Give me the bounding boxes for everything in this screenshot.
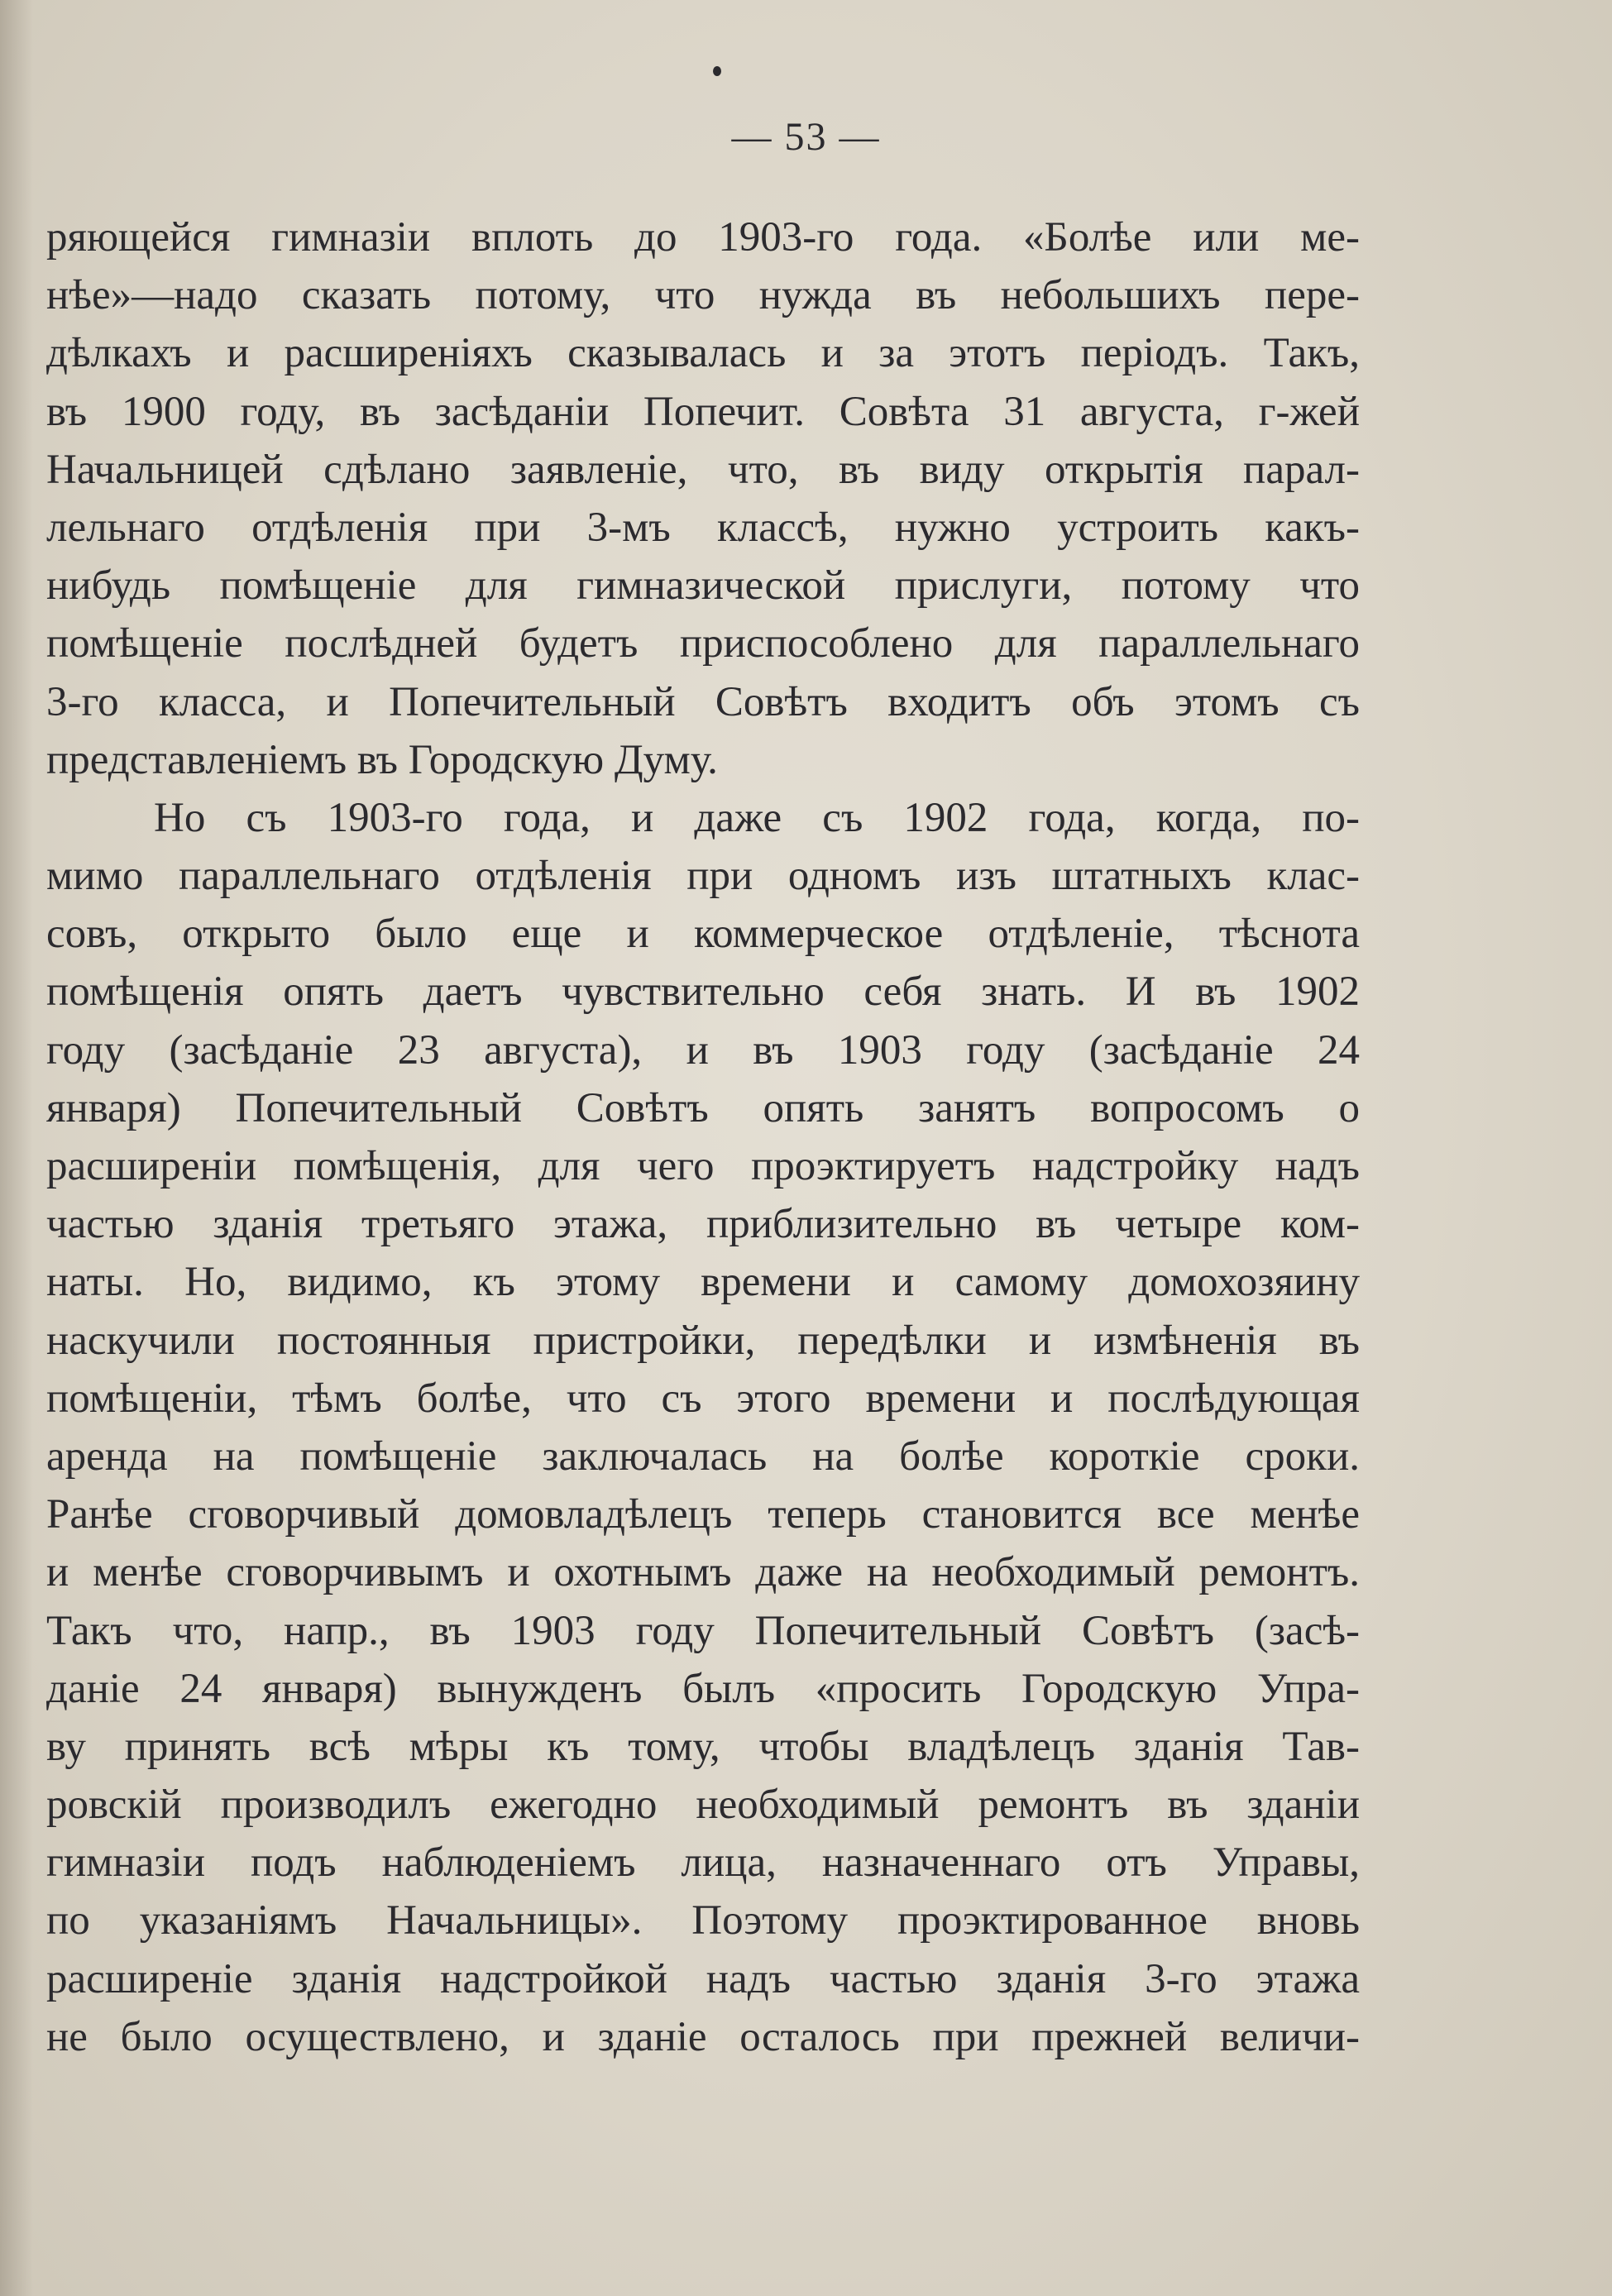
text-line: расширеніи помѣщенія, для чего проэктируетъ надстройку надъ — [46, 1143, 1360, 1189]
text-line: мимо параллельнаго отдѣленія при одномъ изъ штатныхъ клас- — [46, 853, 1360, 900]
text-line: даніе 24 января) вынужденъ былъ «просить Городскую Упра- — [46, 1665, 1360, 1712]
text-line: году (засѣданіе 23 августа), и въ 1903 году (засѣданіе 24 — [46, 1026, 1360, 1074]
text-line: нибудь помѣщеніе для гимназической прислуги, потому что — [46, 562, 1360, 610]
text-line: ровскій производилъ ежегодно необходимый ремонтъ въ зданіи — [46, 1782, 1360, 1829]
binding-shadow — [0, 0, 33, 2296]
text-line: наскучили постоянныя пристройки, передѣлки и измѣненія въ — [46, 1317, 1360, 1364]
text-line: наты. Но, видимо, къ этому времени и самому домохозяину — [46, 1259, 1360, 1306]
text-line: ряющейся гимназіи вплоть до 1903-го года. «Болѣе или ме- — [46, 214, 1360, 261]
text-line: Ранѣе сговорчивый домовладѣлецъ теперь становится все менѣе — [46, 1491, 1360, 1538]
text-line: не было осуществлено, и зданіе осталось при прежней величи- — [46, 2013, 1360, 2060]
text-line: помѣщеніи, тѣмъ болѣе, что съ этого времени и послѣдующая — [46, 1375, 1360, 1422]
text-line: нѣе»—надо сказать потому, что нужда въ небольшихъ пере- — [46, 272, 1360, 319]
text-line: Начальницей сдѣлано заявленіе, что, въ виду открытія парал- — [46, 446, 1360, 493]
text-line: ву принять всѣ мѣры къ тому, чтобы владѣлецъ зданія Тав- — [46, 1723, 1360, 1770]
text-line: расширеніе зданія надстройкой надъ частью зданія 3-го этажа — [46, 1955, 1360, 2002]
text-line: аренда на помѣщеніе заключалась на болѣе короткіе сроки. — [46, 1433, 1360, 1480]
text-line: совъ, открыто было еще и коммерческое отдѣленіе, тѣснота — [46, 911, 1360, 958]
text-line: гимназіи подъ наблюденіемъ лица, назначеннаго отъ Управы, — [46, 1839, 1360, 1887]
text-line: Такъ что, напр., въ 1903 году Попечительный Совѣтъ (засѣ- — [46, 1607, 1360, 1654]
text-line: дѣлкахъ и расширеніяхъ сказывалась и за этотъ періодъ. Такъ, — [46, 330, 1360, 377]
paragraph-start-line: Но съ 1903-го года, и даже съ 1902 года, когда, по- — [154, 794, 1360, 841]
text-line: помѣщенія опять даетъ чувствительно себя знать. И въ 1902 — [46, 969, 1360, 1016]
text-line: января) Попечительный Совѣтъ опять занятъ вопросомъ о — [46, 1084, 1360, 1131]
paragraph-end-line: представленіемъ въ Городскую Думу. — [46, 736, 718, 783]
text-line: лельнаго отдѣленія при 3-мъ классѣ, нужно устроить какъ- — [46, 504, 1360, 551]
text-line: по указаніямъ Начальницы». Поэтому проэктированное вновь — [46, 1897, 1360, 1944]
body-text — [46, 208, 1360, 2066]
text-line: частью зданія третьяго этажа, приблизительно въ четыре ком- — [46, 1201, 1360, 1248]
text-line: въ 1900 году, въ засѣданіи Попечит. Совѣта 31 августа, г-жей — [46, 388, 1360, 435]
ink-dot-mark — [713, 66, 721, 76]
text-line: и менѣе сговорчивымъ и охотнымъ даже на необходимый ремонтъ. — [46, 1549, 1360, 1596]
page-number: — 53 — — [731, 115, 881, 159]
text-line: помѣщеніе послѣдней будетъ приспособлено для параллельнаго — [46, 620, 1360, 667]
text-line: 3-го класса, и Попечительный Совѣтъ входитъ объ этомъ съ — [46, 678, 1360, 725]
